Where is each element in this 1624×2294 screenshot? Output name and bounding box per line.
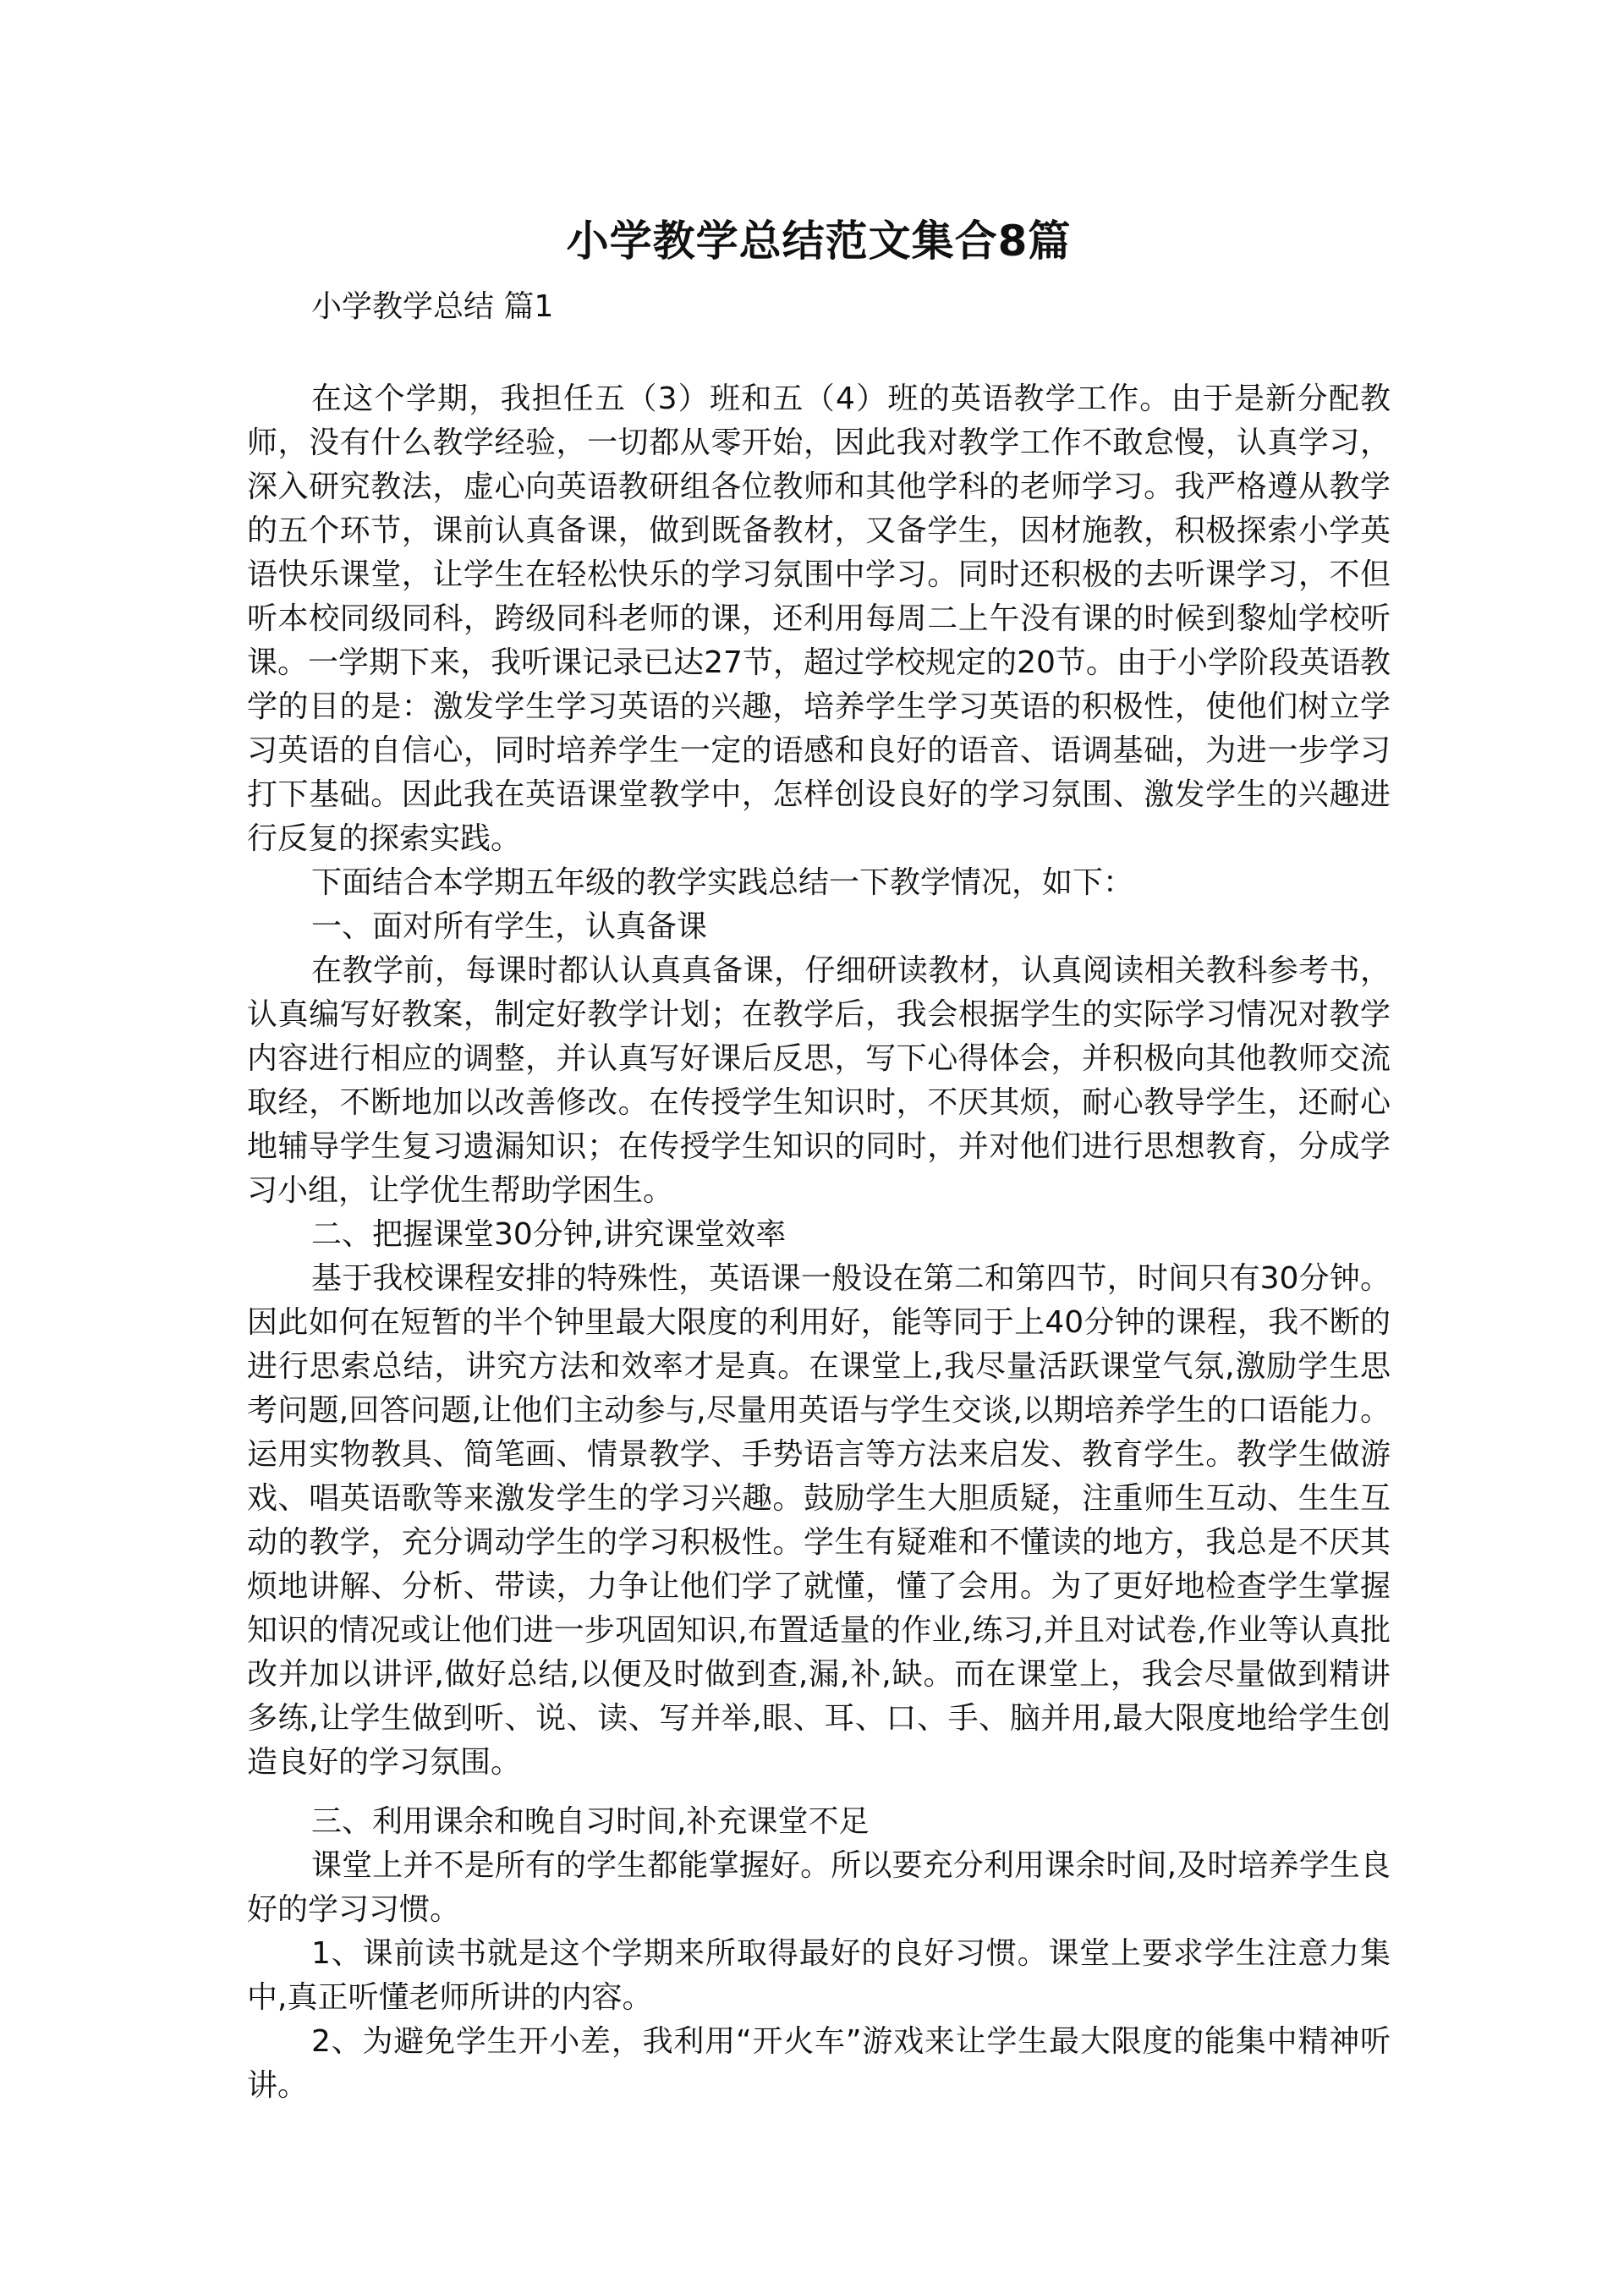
section2-heading: 二、把握课堂30分钟,讲究课堂效率 [311, 1217, 787, 1252]
section3-body: 课堂上并不是所有的学生都能掌握好。所以要充分利用课余时间,及时培养学生良好的学习习惯。 [247, 1848, 1391, 1927]
list-item-2: 2、为避免学生开小差，我利用“开火车”游戏来让学生最大限度的能集中精神听讲。 [247, 2024, 1391, 2103]
section2-body: 基于我校课程安排的特殊性，英语课一般设在第二和第四节，时间只有30分钟。因此如何在短暂的半个钟里最大限度的利用好，能等同于上40分钟的课程，我不断的进行思索总结，讲究方法和效率才是真。在课堂上,我尽量活跃课堂气氛,激励学生思考问题,回答问题,让他们主动参与,尽量用英语与学生交谈,以期培养学生的口语能力。运用实物教具、简笔画、情景教学、手势语言等方法来启发、教育学生。教学生做游戏、唱英语歌等来激发学生的学习兴趣。鼓励学生大胆质疑，注重师生互动、生生互动的教学，充分调动学生的学习积极性。学生有疑难和不懂读的地方，我总是不厌其烦地讲解、分析、带读，力争让他们学了就懂，懂了会用。为了更好地检查学生掌握知识的情况或让他们进一步巩固知识,布置适量的作业,练习,并且对试卷,作业等认真批改并加以讲评,做好总结,以便及时做到查,漏,补,缺。而在课堂上，我会尽量做到精讲多练,让学生做到听、说、读、写并举,眼、耳、口、手、脑并用,最大限度地给学生创造良好的学习氛围。 [247, 1261, 1391, 1780]
intro-paragraph: 在这个学期，我担任五（3）班和五（4）班的英语教学工作。由于是新分配教师，没有什么教学经验，一切都从零开始，因此我对教学工作不敢怠慢，认真学习，深入研究教法，虚心向英语教研组各位教师和其他学科的老师学习。我严格遵从教学的五个环节，课前认真备课，做到既备教材，又备学生，因材施教，积极探索小学英语快乐课堂，让学生在轻松快乐的学习氛围中学习。同时还积极的去听课学习，不但听本校同级同科，跨级同科老师的课，还利用每周二上午没有课的时候到黎灿学校听课。一学期下来，我听课记录已达27节，超过学校规定的20节。由于小学阶段英语教学的目的是：激发学生学习英语的兴趣，培养学生学习英语的积极性，使他们树立学习英语的自信心，同时培养学生一定的语感和良好的语音、语调基础，为进一步学习打下基础。因此我在英语课堂教学中，怎样创设良好的学习氛围、激发学生的兴趣进行反复的探索实践。 [247, 381, 1391, 856]
section1-body: 在教学前，每课时都认认真真备课，仔细研读教材，认真阅读相关教科参考书，认真编写好教案，制定好教学计划；在教学后，我会根据学生的实际学习情况对教学内容进行相应的调整，并认真写好课后反思，写下心得体会，并积极向其他教师交流取经，不断地加以改善修改。在传授学生知识时，不厌其烦，耐心教导学生，还耐心地辅导学生复习遗漏知识；在传授学生知识的同时，并对他们进行思想教育，分成学习小组，让学优生帮助学困生。 [247, 953, 1391, 1208]
section3-heading: 三、利用课余和晚自习时间,补充课堂不足 [311, 1804, 870, 1839]
document-subtitle: 小学教学总结 篇1 [311, 289, 554, 324]
document-content [247, 211, 1391, 2108]
summary-line: 下面结合本学期五年级的教学实践总结一下教学情况，如下： [311, 865, 1134, 900]
document-title: 小学教学总结范文集合8篇 [566, 217, 1072, 266]
section1-heading: 一、面对所有学生，认真备课 [311, 909, 708, 944]
list-item-1: 1、课前读书就是这个学期来所取得最好的良好习惯。课堂上要求学生注意力集中,真正听懂老师所讲的内容。 [247, 1936, 1391, 2015]
